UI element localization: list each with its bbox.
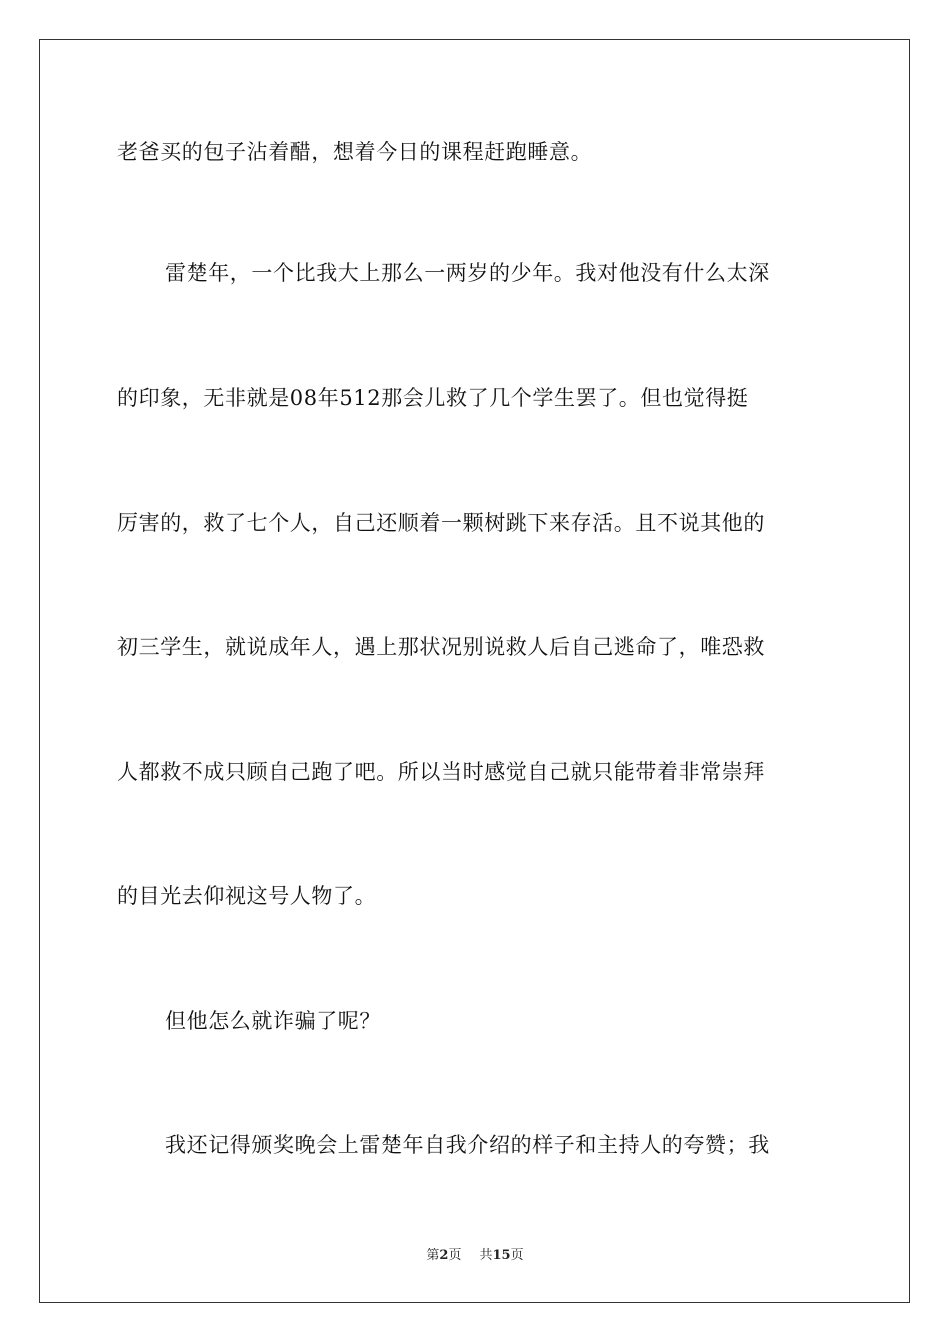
- footer-page-current: 2: [439, 1248, 449, 1263]
- footer-page-suffix: 页: [448, 1248, 462, 1263]
- text-line-7: 的目光去仰视这号人物了。: [117, 884, 377, 908]
- text-line-4: 厉害的，救了七个人，自己还顺着一颗树跳下来存活。且不说其他的: [117, 511, 765, 535]
- footer-total-pages: 15: [492, 1248, 511, 1263]
- text-line-8: 但他怎么就诈骗了呢？: [165, 1009, 381, 1033]
- text-line-2: 雷楚年，一个比我大上那么一两岁的少年。我对他没有什么太深: [165, 261, 770, 285]
- text-line-9: 我还记得颁奖晚会上雷楚年自我介绍的样子和主持人的夸赞；我: [165, 1133, 770, 1157]
- footer-page-prefix: 第: [426, 1248, 440, 1263]
- text-line-6: 人都救不成只顾自己跑了吧。所以当时感觉自己就只能带着非常崇拜: [117, 760, 765, 784]
- text-line-5: 初三学生，就说成年人，遇上那状况别说救人后自己逃命了，唯恐救: [117, 635, 765, 659]
- footer-total-suffix: 页: [510, 1248, 524, 1263]
- text-line-1: 老爸买的包子沾着醋，想着今日的课程赶跑睡意。: [117, 140, 593, 164]
- page-border: [39, 39, 910, 1303]
- footer-total-prefix: 共: [479, 1248, 493, 1263]
- text-line-3: 的印象，无非就是08年512那会儿救了几个学生罢了。但也觉得挺: [117, 386, 749, 410]
- page-footer: [0, 1247, 950, 1265]
